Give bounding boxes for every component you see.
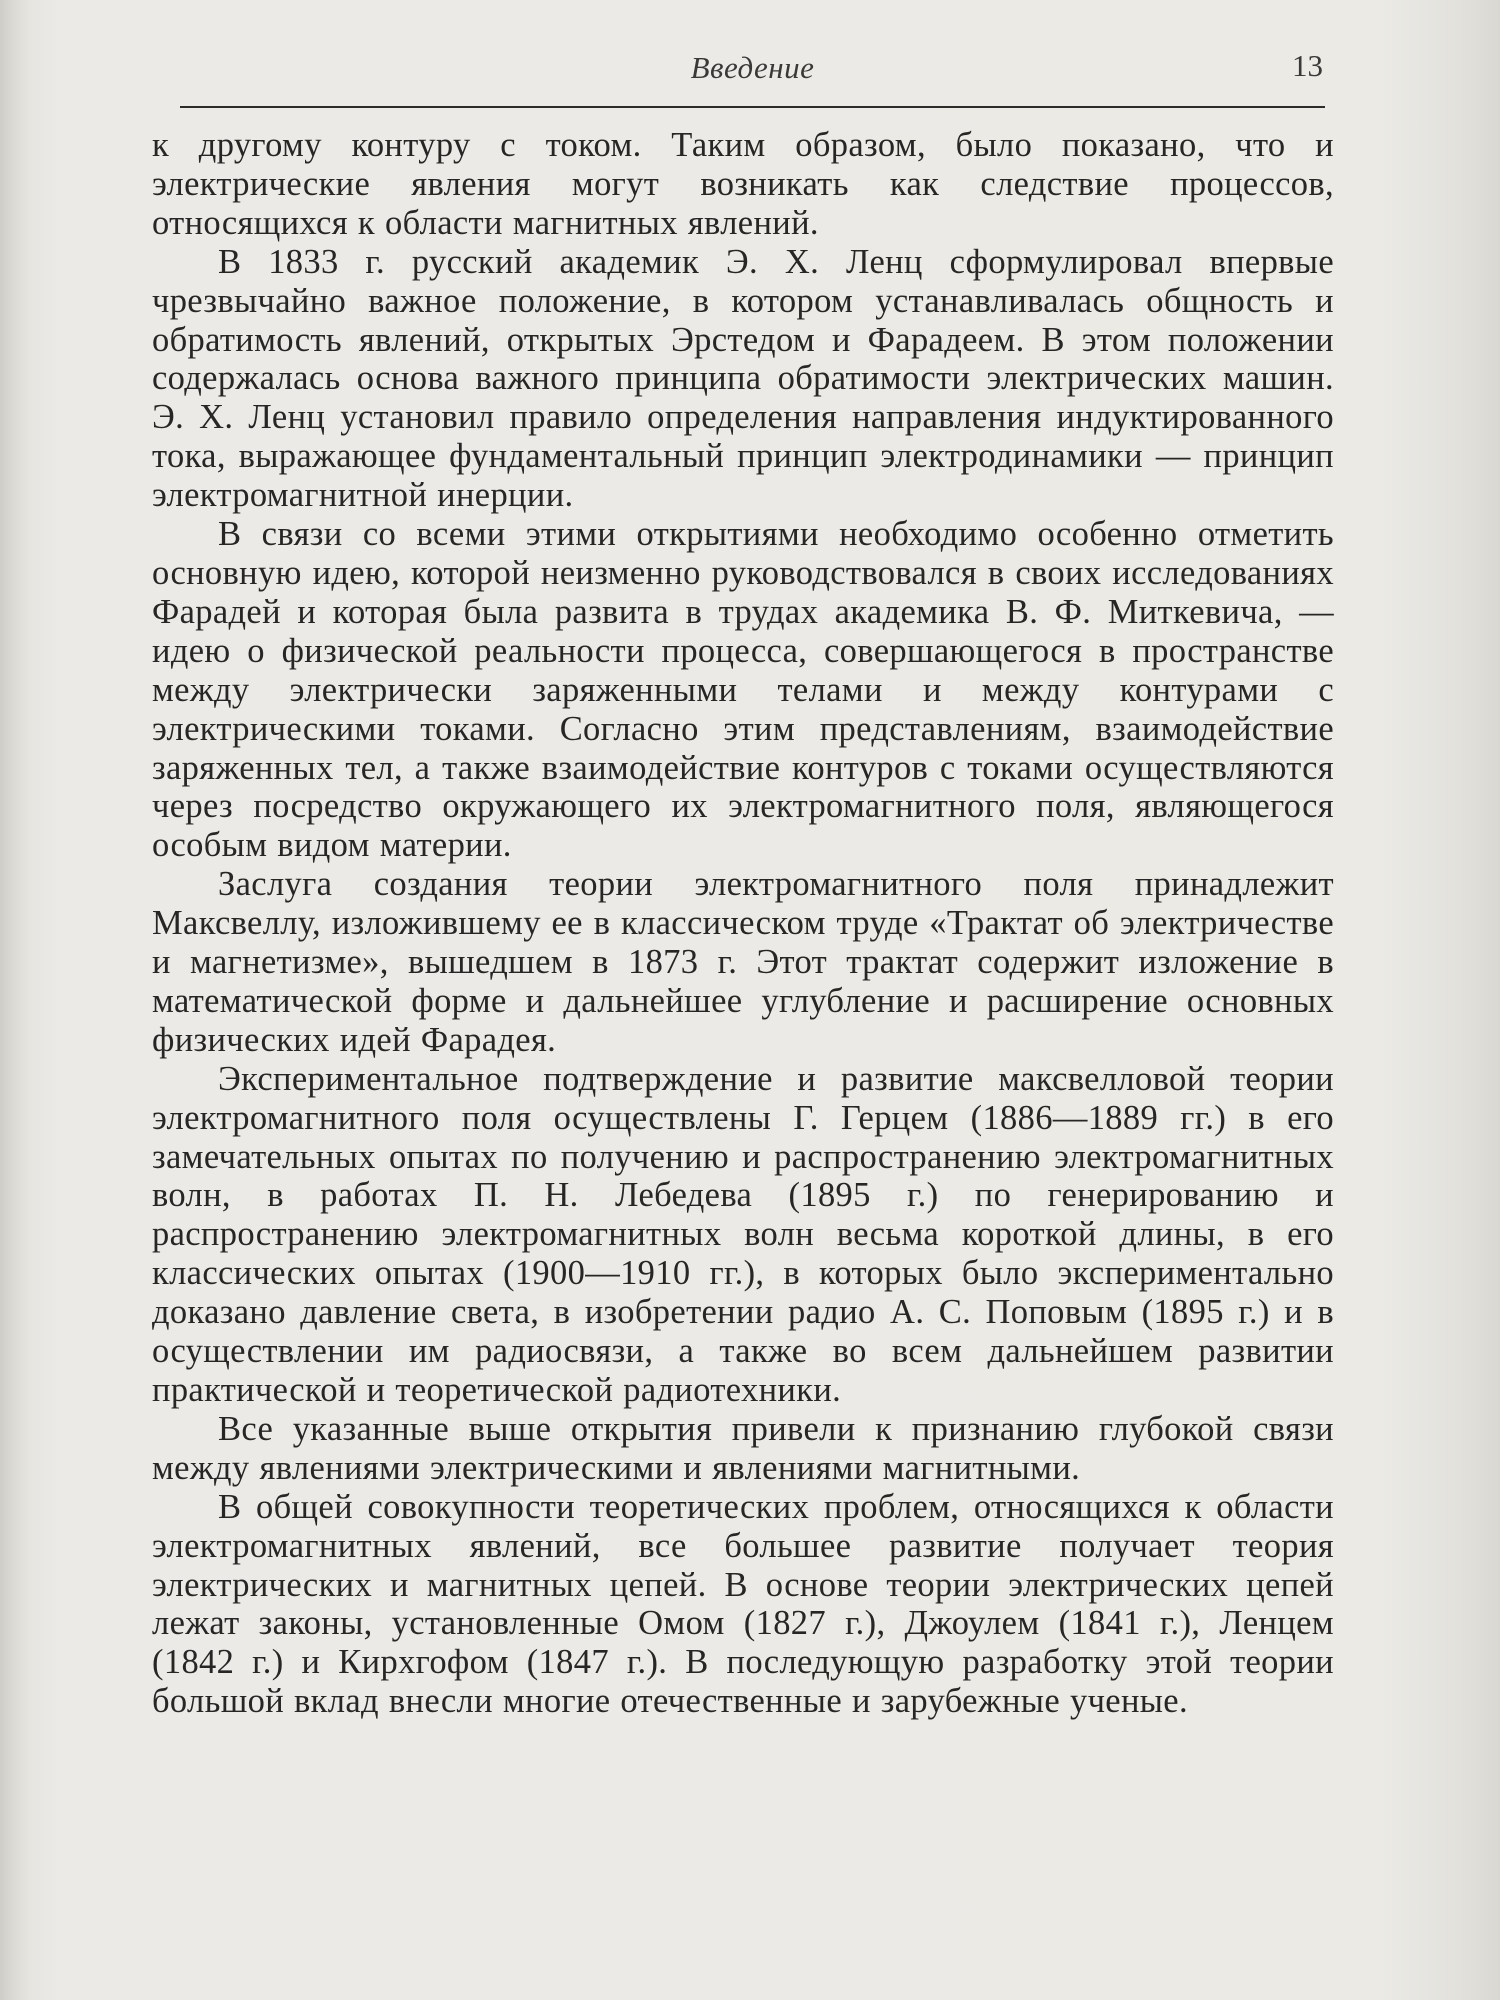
- paragraph-1: к другому контуру с током. Таким образом, было показано, что и электрические явления могут возникать как следствие процессов, относящихся к области магнитных явлений.: [152, 126, 1334, 242]
- page-header: [180, 46, 1325, 108]
- paragraph-5: Экспериментальное подтверждение и развитие максвелловой теории электромагнитного поля осуществлены Г. Герцем (1886—1889 гг.) в его замечательных опытах по получению и распространению электромагнитных волн, в работах П. Н. Лебедева (1895 г.) по генерированию и распространению электромагнитных волн весьма короткой длины, в его классических опытах (1900—1910 гг.), в которых было экспериментально доказано давление света, в изобретении радио А. С. Поповым (1895 г.) и в осуществлении им радиосвязи, а также во всем дальнейшем развитии практической и теоретической радиотехники.: [152, 1059, 1334, 1409]
- page-number: 13: [1292, 48, 1323, 83]
- paragraph-3: В связи со всеми этими открытиями необходимо особенно отметить основную идею, которой неизменно руководствовался в своих исследованиях Фарадей и которая была развита в трудах академика В. Ф. Миткевича, — идею о физической реальности процесса, совершающегося в пространстве между электрически заряженными телами и между контурами с электрическими токами. Согласно этим представлениям, взаимодействие заряженных тел, а также взаимодействие контуров с токами осуществляются через посредство окружающего их электромагнитного поля, являющегося особым видом материи.: [152, 515, 1334, 865]
- paragraph-7: В общей совокупности теоретических проблем, относящихся к области электромагнитных явлений, все большее развитие получает теория электрических и магнитных цепей. В основе теории электрических цепей лежат законы, установленные Омом (1827 г.), Джоулем (1841 г.), Ленцем (1842 г.) и Кирхгофом (1847 г.). В последующую разработку этой теории большой вклад внесли многие отечественные и зарубежные ученые.: [152, 1487, 1334, 1721]
- paragraph-6: Все указанные выше открытия привели к признанию глубокой связи между явлениями электрическими и явлениями магнитными.: [152, 1409, 1334, 1487]
- paragraph-2: В 1833 г. русский академик Э. Х. Ленц сформулировал впервые чрезвычайно важное положение, в котором устанавливалась общность и обратимость явлений, открытых Эрстедом и Фарадеем. В этом положении содержалась основа важного принципа обратимости электрических машин. Э. Х. Ленц установил правило определения направления индуктированного тока, выражающее фундаментальный принцип электродинамики — принцип электромагнитной инерции.: [152, 242, 1334, 515]
- body-text: [152, 126, 1334, 1721]
- running-head: Введение: [690, 50, 815, 85]
- paragraph-4: Заслуга создания теории электромагнитного поля принадлежит Максвеллу, изложившему ее в классическом труде «Трактат об электричестве и магнетизме», вышедшем в 1873 г. Этот трактат содержит изложение в математической форме и дальнейшее углубление и расширение основных физических идей Фарадея.: [152, 865, 1334, 1059]
